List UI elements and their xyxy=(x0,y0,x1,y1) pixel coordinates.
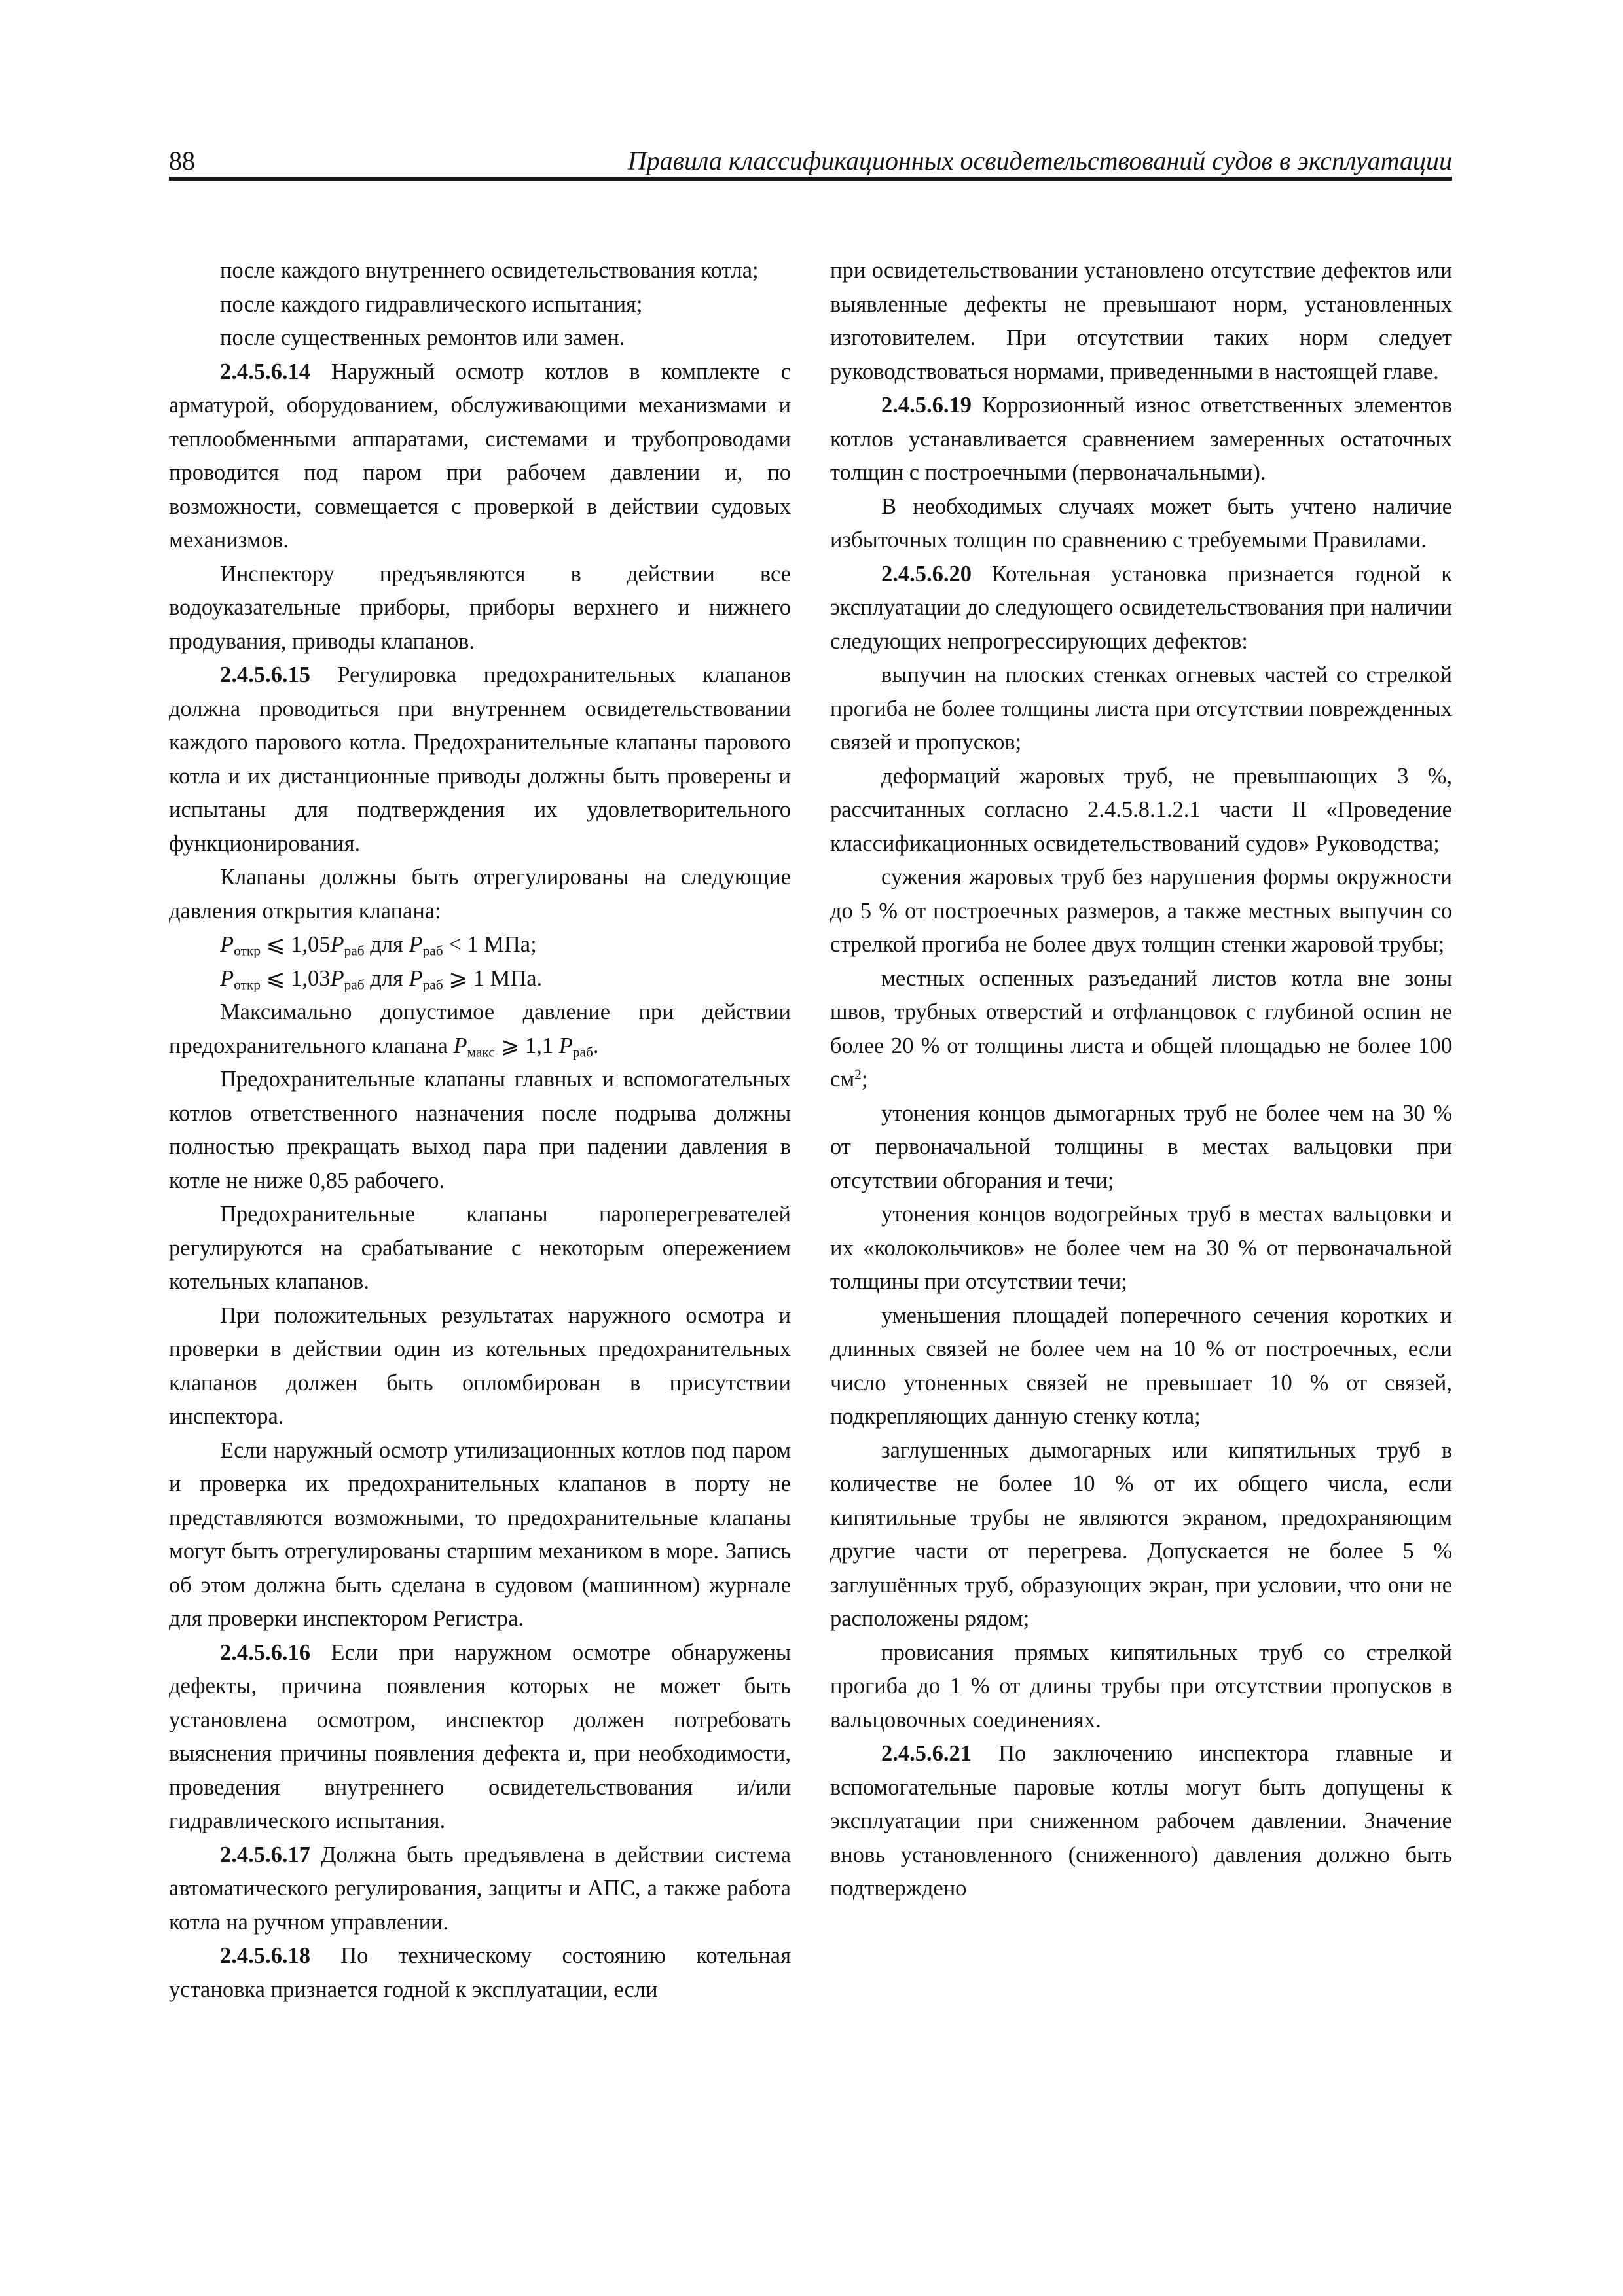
formula-symbol: P xyxy=(409,932,423,957)
section-text: Котельная установка признается годной к эксплуатации до следующего освидетельствования при наличии следующих непрогрессирующих дефектов: xyxy=(830,561,1452,654)
left-column xyxy=(169,254,791,2007)
paragraph: при освидетельствовании установлено отсутствие дефектов или выявленные дефекты не превышают норм, установленных изготовителем. При отсутствии таких норм следует руководствоваться нормами, приведенными в настоящей главе. xyxy=(830,258,1452,384)
right-column xyxy=(830,254,1452,1906)
section-number: 2.4.5.6.21 xyxy=(881,1741,972,1766)
formula-symbol: P xyxy=(330,965,344,991)
list-item-text: местных оспенных разъеданий листов котла вне зоны швов, трубных отверстий и отфланцовок с глубиной оспин не более 20 % от толщины листа и общей площадью не более 100 см xyxy=(830,965,1452,1092)
section-number: 2.4.5.6.14 xyxy=(220,359,310,384)
formula-subscript: раб xyxy=(572,1043,593,1060)
formula-text: < 1 МПа; xyxy=(443,932,537,957)
formula-subscript: откр xyxy=(234,976,261,992)
formula-subscript: раб xyxy=(344,942,365,959)
section-2-4-5-6-16 xyxy=(169,1636,791,1839)
formula-text: для xyxy=(364,932,409,957)
list-item: сужения жаровых труб без нарушения формы окружности до 5 % от построечных размеров, а также местных выпучин со стрелкой прогиба не более двух толщин стенки жаровой трубы; xyxy=(830,865,1452,957)
section-number: 2.4.5.6.16 xyxy=(220,1640,310,1665)
formula-text: ⩾ 1 МПа. xyxy=(443,965,543,991)
section-text: Если при наружном осмотре обнаружены дефекты, причина появления которых не может быть установлена осмотром, инспектор должен потребовать выяснения причины появления дефекта и, при необходимости, проведения внутреннего освидетельствования и/или гидравлического испытания. xyxy=(169,1640,791,1833)
paragraph: Клапаны должны быть отрегулированы на следующие давления открытия клапана: xyxy=(169,865,791,924)
section-text: По заключению инспектора главные и вспомогательные паровые котлы могут быть допущены к эксплуатации при сниженном рабочем давлении. Значение вновь установленного (сниженного) давления должно быть подтверждено xyxy=(830,1741,1452,1901)
formula-subscript: откр xyxy=(234,942,261,959)
paragraph-text: Максимально допустимое давление при действии предохранительного клапана xyxy=(169,999,791,1058)
formula-symbol: P xyxy=(220,932,234,957)
formula-symbol: P xyxy=(558,1033,573,1058)
section-text: Коррозионный износ ответственных элементов котлов устанавливается сравнением замеренных остаточных толщин с построечными (первоначальными). xyxy=(830,393,1452,485)
formula-subscript: макс xyxy=(467,1043,495,1060)
formula-subscript: раб xyxy=(344,976,365,992)
page-header xyxy=(169,143,1452,179)
formula-text: ⩾ 1,1 xyxy=(494,1033,559,1058)
list-item: выпучин на плоских стенках огневых частей со стрелкой прогиба не более толщины листа при отсутствии поврежденных связей и пропусков; xyxy=(830,662,1452,755)
section-2-4-5-6-17 xyxy=(169,1839,791,1940)
paragraph-max-pressure xyxy=(169,996,791,1063)
formula-2 xyxy=(169,962,791,996)
paragraph: В необходимых случаях может быть учтено наличие избыточных толщин по сравнению с требуемыми Правилами. xyxy=(830,493,1452,552)
section-text: По техническому состоянию котельная установка признается годной к эксплуатации, если xyxy=(169,1943,791,2002)
section-number: 2.4.5.6.19 xyxy=(881,393,972,418)
section-2-4-5-6-20 xyxy=(830,558,1452,659)
list-item: уменьшения площадей поперечного сечения коротких и длинных связей не более чем на 10 % от построечных, если число утоненных связей не превышает 10 % от связей, подкрепляющих данную стенку котла; xyxy=(830,1302,1452,1429)
formula-text: для xyxy=(364,965,409,991)
paragraph: после каждого внутреннего освидетельствования котла; xyxy=(220,258,759,283)
section-number: 2.4.5.6.20 xyxy=(881,561,972,586)
section-text: Должна быть предъявлена в действии система автоматического регулирования, защиты и АПС, а также работа котла на ручном управлении. xyxy=(169,1842,791,1935)
paragraph: после каждого гидравлического испытания; xyxy=(220,291,643,317)
formula-text: ⩽ 1,05 xyxy=(260,932,331,957)
list-item: провисания прямых кипятильных труб со стрелкой прогиба до 1 % от длины трубы при отсутствии пропусков в вальцовочных соединениях. xyxy=(830,1640,1452,1732)
section-2-4-5-6-15 xyxy=(169,658,791,861)
list-item: утонения концов дымогарных труб не более чем на 30 % от первоначальной толщины в местах вальцовки при отсутствии обгорания и течи; xyxy=(830,1100,1452,1193)
section-2-4-5-6-18 xyxy=(169,1939,791,2007)
paragraph: Предохранительные клапаны пароперегревателей регулируются на срабатывание с некоторым опережением котельных клапанов. xyxy=(169,1202,791,1294)
list-item-text: ; xyxy=(861,1067,868,1092)
paragraph: Инспектору предъявляются в действии все водоуказательные приборы, приборы верхнего и нижнего продувания, приводы клапанов. xyxy=(169,561,791,654)
section-number: 2.4.5.6.18 xyxy=(220,1943,310,1968)
formula-text: . xyxy=(593,1033,599,1058)
formula-symbol: P xyxy=(220,965,234,991)
superscript: 2 xyxy=(854,1066,862,1083)
list-item: деформаций жаровых труб, не превышающих 3 %, рассчитанных согласно 2.4.5.8.1.2.1 части II «Проведение классификационных освидетельствований судов» Руководства; xyxy=(830,763,1452,856)
section-number: 2.4.5.6.15 xyxy=(220,662,310,687)
formula-text: ⩽ 1,03 xyxy=(260,965,331,991)
section-text: Регулировка предохранительных клапанов должна проводиться при внутреннем освидетельствовании каждого парового котла. Предохранительные клапаны парового котла и их дистанционные приводы должны быть проверены и испытаны для подтверждения их удовлетворительного функционирования. xyxy=(169,662,791,856)
paragraph: после существенных ремонтов или замен. xyxy=(220,325,625,350)
paragraph: Если наружный осмотр утилизационных котлов под паром и проверка их предохранительных клапанов в порту не представляются возможными, то предохранительные клапаны могут быть отрегулированы старшим механиком в море. Запись об этом должна быть сделана в судовом (машинном) журнале для проверки инспектором Регистра. xyxy=(169,1437,791,1631)
formula-subscript: раб xyxy=(422,976,443,992)
header-rule xyxy=(169,177,1452,181)
formula-symbol: P xyxy=(409,965,423,991)
list-item: утонения концов водогрейных труб в местах вальцовки и их «колокольчиков» не более чем на 30 % от первоначальной толщины при отсутствии течи; xyxy=(830,1202,1452,1294)
section-number: 2.4.5.6.17 xyxy=(220,1842,310,1867)
paragraph: Предохранительные клапаны главных и вспомогательных котлов ответственного назначения после подрыва должны полностью прекращать выход пара при падении давления в котле не ниже 0,85 рабочего. xyxy=(169,1067,791,1193)
section-2-4-5-6-14 xyxy=(169,355,791,558)
list-item: заглушенных дымогарных или кипятильных труб в количестве не более 10 % от их общего числа, если кипятильные трубы не являются экраном, предохраняющим другие части от перегрева. Допускается не более 5 % заглушённых труб, образующих экран, при условии, что они не расположены рядом; xyxy=(830,1437,1452,1631)
formula-subscript: раб xyxy=(422,942,443,959)
formula-symbol: P xyxy=(330,932,344,957)
section-text: Наружный осмотр котлов в комплекте с арматурой, оборудованием, обслуживающими механизмами и теплообменными аппаратами, системами и трубопроводами проводится под паром при рабочем давлении и, по возможности, совмещается с проверкой в действии судовых механизмов. xyxy=(169,359,791,552)
running-title: Правила классификационных освидетельствований судов в эксплуатации xyxy=(627,146,1452,175)
section-2-4-5-6-19 xyxy=(830,389,1452,490)
list-item xyxy=(830,962,1452,1097)
paragraph: При положительных результатах наружного осмотра и проверки в действии один из котельных предохранительных клапанов должен быть опломбирован в присутствии инспектора. xyxy=(169,1302,791,1429)
formula-symbol: P xyxy=(453,1033,467,1058)
page-number: 88 xyxy=(169,146,195,175)
formula-1 xyxy=(169,928,791,962)
section-2-4-5-6-21 xyxy=(830,1737,1452,1906)
